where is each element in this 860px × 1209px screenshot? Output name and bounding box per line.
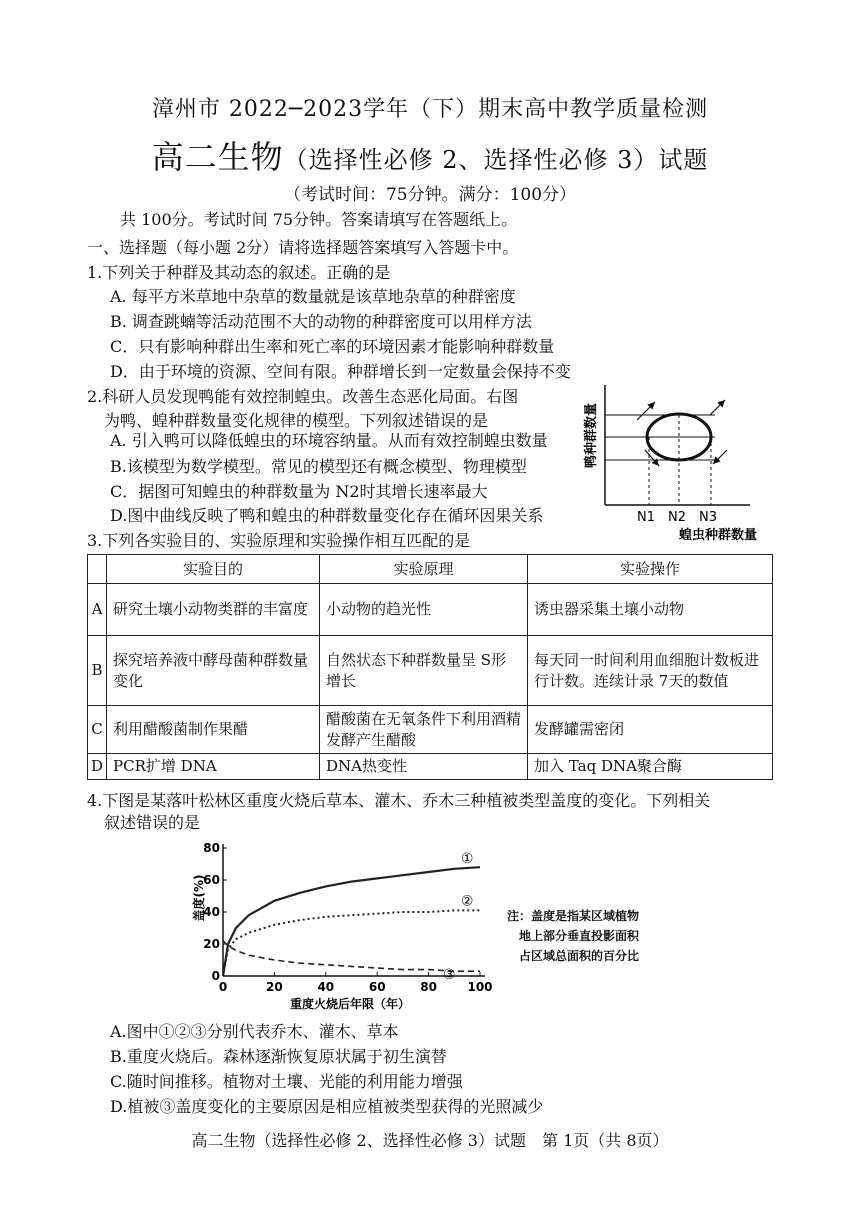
q4-x-tick-label: 20 — [266, 980, 283, 994]
subject-sub: （选择性必修 2、选择性必修 3）试题 — [283, 146, 709, 174]
q2-arrow-down-right — [713, 450, 727, 464]
q2-option-b: B.该模型为数学模型。常见的模型还有概念模型、物理模型 — [110, 457, 527, 476]
q3-row-principle: 自然状态下种群数量呈 S形增长 — [320, 636, 528, 706]
table-row — [88, 754, 773, 780]
q4-series-label-1: ① — [460, 850, 474, 867]
q3-row-key: C — [88, 706, 107, 754]
q3-header-purpose: 实验目的 — [107, 555, 320, 584]
q3-row-purpose: 利用醋酸菌制作果醋 — [107, 706, 320, 754]
q3-row-key: D — [88, 754, 107, 780]
q4-option-c: C.随时间推移。植物对土壤、光能的利用能力增强 — [110, 1072, 463, 1091]
q2-option-c: C．据图可知蝗虫的种群数量为 N2时其增长速率最大 — [110, 482, 488, 501]
table-row — [88, 636, 773, 706]
q2-stem-line1: 2.科研人员发现鸭能有效控制蝗虫。改善生态恶化局面。右图 — [87, 387, 519, 406]
q2-x-label: 蝗虫种群数量 — [679, 528, 758, 543]
q2-n2-label: N2 — [668, 510, 686, 525]
q4-y-label: 盖度(%) — [192, 874, 206, 922]
q3-row-principle: 小动物的趋光性 — [320, 584, 528, 636]
q1-stem: 1.下列关于种群及其动态的叙述。正确的是 — [87, 263, 391, 282]
q4-x-label: 重度火烧后年限（年） — [289, 997, 411, 1011]
q2-arrow-up-right — [710, 400, 725, 415]
q4-y-tick-label: 20 — [203, 937, 220, 951]
q3-row-principle: DNA热变性 — [320, 754, 528, 780]
q1-option-b: B. 调查跳蝻等活动范围不大的动物的种群密度可以用样方法 — [110, 312, 532, 331]
section-heading: 一、选择题（每小题 2分）请将选择题答案填写入答题卡中。 — [87, 238, 519, 257]
q3-row-operation: 加入 Taq DNA聚合酶 — [528, 754, 773, 780]
q2-n3-label: N3 — [699, 510, 717, 525]
q3-row-purpose: 探究培养液中酵母菌种群数量变化 — [107, 636, 320, 706]
q3-header-key — [88, 555, 107, 584]
intro-text: 共 100分。考试时间 75分钟。答案请填写在答题纸上。 — [120, 210, 518, 229]
q2-model-figure — [575, 380, 775, 545]
q4-option-b: B.重度火烧后。森林逐渐恢复原状属于初生演替 — [110, 1047, 447, 1066]
q3-table — [87, 554, 773, 780]
q4-y-tick-label: 80 — [203, 841, 220, 855]
q3-header-principle: 实验原理 — [320, 555, 528, 584]
q3-row-operation: 诱虫器采集土壤小动物 — [528, 584, 773, 636]
q4-series-label-3: ③ — [442, 967, 456, 984]
q3-row-key: A — [88, 584, 107, 636]
subject-title — [0, 132, 860, 178]
q4-stem-line1: 4.下图是某落叶松林区重度火烧后草本、灌木、乔木三种植被类型盖度的变化。下列相关 — [87, 791, 711, 810]
q1-option-a: A. 每平方米草地中杂草的数量就是该草地杂草的种群密度 — [110, 287, 516, 306]
q4-series-label-2: ② — [460, 893, 474, 910]
exam-title: 漳州市 2022─2023学年（下）期末高中教学质量检测 — [151, 97, 709, 122]
q3-header-operation: 实验操作 — [528, 555, 773, 584]
q1-option-c: C．只有影响种群出生率和死亡率的环境因素才能影响种群数量 — [110, 337, 555, 356]
page-footer: 高二生物（选择性必修 2、选择性必修 3）试题 第 1页（共 8页） — [191, 1131, 669, 1150]
q3-stem: 3.下列各实验目的、实验原理和实验操作相互匹配的是 — [87, 531, 471, 550]
q3-row-principle: 醋酸菌在无氧条件下利用酒精发酵产生醋酸 — [320, 706, 528, 754]
q4-note-line1: 注：盖度是指某区域植物 — [507, 909, 640, 923]
q4-series-line-1 — [223, 867, 480, 976]
q3-row-operation: 每天同一时间利用血细胞计数板进行计数。连续计录 7天的数值 — [528, 636, 773, 706]
q3-row-key: B — [88, 636, 107, 706]
q3-table-header-row — [88, 555, 773, 584]
q2-option-a: A. 引入鸭可以降低蝗虫的环境容纳量。从而有效控制蝗虫数量 — [110, 431, 548, 450]
q3-row-operation: 发酵罐需密闭 — [528, 706, 773, 754]
q4-x-tick-label: 100 — [467, 980, 493, 994]
q4-option-d: D.植被③盖度变化的主要原因是相应植被类型获得的光照减少 — [110, 1097, 544, 1116]
q4-y-tick-label: 0 — [211, 969, 220, 983]
q4-y-tick-label: 40 — [203, 905, 220, 919]
table-row — [88, 706, 773, 754]
q2-y-label: 鸭种群数量 — [584, 402, 599, 468]
q4-x-tick-label: 0 — [218, 980, 228, 994]
q1-option-d: D．由于环境的资源、空间有限。种群增长到一定数量会保持不变 — [110, 362, 571, 381]
q4-stem-line2: 叙述错误的是 — [104, 813, 201, 832]
q3-row-purpose: 研究土壤小动物类群的丰富度 — [107, 584, 320, 636]
exam-info: （考试时间：75分钟。满分：100分） — [283, 185, 577, 205]
q4-x-tick-label: 80 — [420, 980, 437, 994]
q4-note-line3: 占区域总面积的百分比 — [519, 949, 640, 963]
q2-n1-label: N1 — [637, 510, 655, 525]
q2-stem-line2: 为鸭、蝗种群数量变化规律的模型。下列叙述错误的是 — [104, 411, 489, 430]
q4-series-line-3 — [223, 941, 480, 971]
q2-option-d: D.图中曲线反映了鸭和蝗虫的种群数量变化存在循环因果关系 — [110, 506, 544, 525]
q3-row-purpose: PCR扩增 DNA — [107, 754, 320, 780]
q4-y-tick-label: 60 — [203, 873, 220, 887]
q2-arrow-up-left — [637, 402, 655, 420]
q4-x-tick-label: 40 — [317, 980, 335, 994]
table-row — [88, 584, 773, 636]
q4-note-line2: 地上部分垂直投影面积 — [519, 929, 640, 943]
q4-coverage-chart — [185, 838, 505, 1018]
q4-option-a: A.图中①②③分别代表乔木、灌木、草本 — [110, 1022, 399, 1041]
subject-main: 高二生物 — [151, 138, 284, 176]
q4-note — [507, 906, 639, 966]
q4-x-tick-label: 60 — [368, 980, 386, 994]
